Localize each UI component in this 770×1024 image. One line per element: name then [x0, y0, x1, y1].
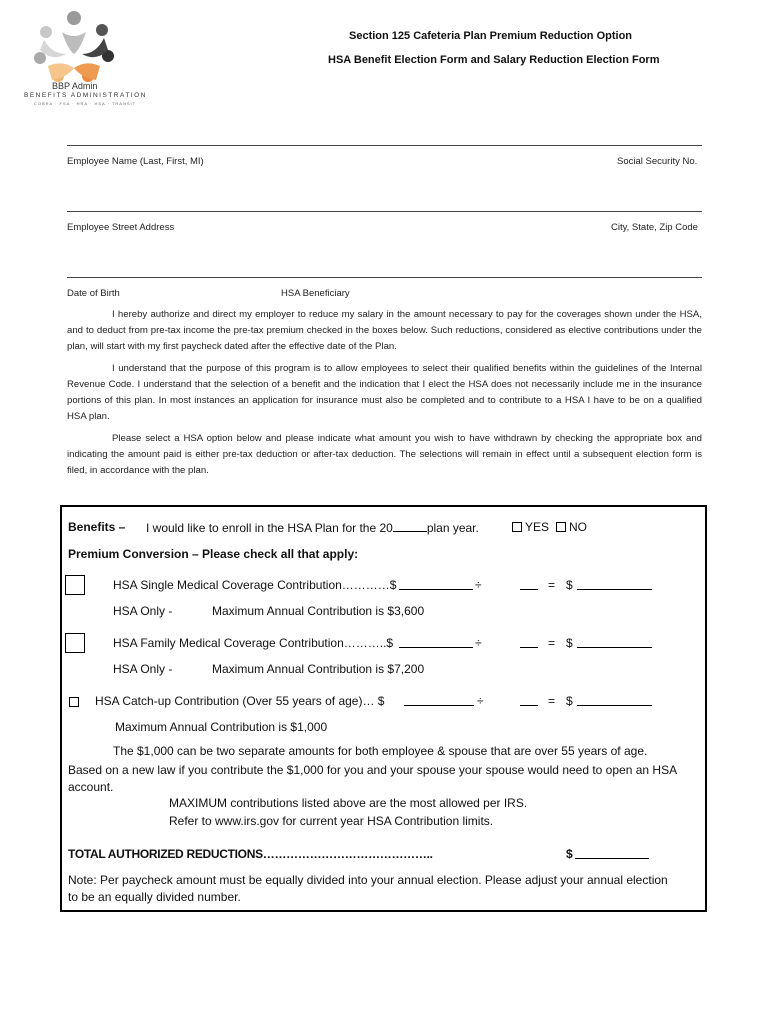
dob-label: Date of Birth	[67, 288, 120, 299]
yes-checkbox[interactable]	[512, 522, 522, 532]
logo-name: BBP Admin	[52, 81, 98, 91]
catchup-max: Maximum Annual Contribution is $1,000	[115, 720, 328, 734]
catchup-result-field[interactable]	[577, 694, 652, 706]
logo-subtitle: BENEFITS ADMINISTRATION	[24, 92, 147, 99]
family-coverage-checkbox[interactable]	[65, 633, 85, 653]
no-checkbox[interactable]	[556, 522, 566, 532]
yes-label: YES	[525, 520, 550, 534]
family-divide: ÷	[475, 636, 482, 650]
paragraph-2: I understand that the purpose of this program is to allow employees to select their qualified benefits within the guidelines of the Internal Revenue Code. I understand that the selection of a benefit and the indication that I elect the HSA does not necessarily include me in the insurance portions of this plan. In most instances an application for insurance must also be completed and to contribute to a HSA I have to be on a qualified HSA plan.	[67, 363, 702, 422]
single-periods-field[interactable]	[520, 578, 538, 590]
form-subtitle: HSA Benefit Election Form and Salary Reduction Election Form	[328, 54, 660, 66]
single-coverage-label: HSA Single Medical Coverage Contribution…………$	[113, 578, 397, 592]
yes-option[interactable]	[512, 520, 549, 534]
catchup-checkbox[interactable]	[69, 697, 79, 707]
enroll-text	[146, 520, 479, 535]
family-max: Maximum Annual Contribution is $7,200	[212, 662, 425, 676]
catchup-label: HSA Catch-up Contribution (Over 55 years of age)… $	[95, 694, 385, 708]
catchup-note-line1: The $1,000 can be two separate amounts for both employee & spouse that are over 55 years of age.	[113, 744, 648, 758]
family-hsa-only: HSA Only -	[113, 662, 173, 676]
irs-note-2: Refer to www.irs.gov for current year HSA Contribution limits.	[169, 814, 494, 828]
no-option[interactable]	[556, 520, 587, 534]
family-amount-field[interactable]	[399, 636, 473, 648]
street-address-label: Employee Street Address	[67, 222, 175, 233]
total-label: TOTAL AUTHORIZED REDUCTIONS……………………………………..	[68, 847, 433, 861]
enroll-suffix: plan year.	[426, 521, 479, 535]
no-label: NO	[569, 520, 587, 534]
single-hsa-only: HSA Only -	[113, 604, 173, 618]
family-periods-field[interactable]	[520, 636, 538, 648]
catchup-note-line2: Based on a new law if you contribute the $1,000 for you and your spouse your spouse would need to open an HSA account.	[68, 763, 677, 794]
catchup-divide: ÷	[477, 694, 484, 708]
single-coverage-checkbox[interactable]	[65, 575, 85, 595]
plan-year-field[interactable]	[393, 520, 427, 532]
benefits-label: Benefits –	[68, 520, 126, 534]
family-result-field[interactable]	[577, 636, 652, 648]
division-note: Note: Per paycheck amount must be equally divided into your annual election. Please adjust your annual election to be an equally divided number.	[68, 873, 668, 904]
single-amount-field[interactable]	[399, 578, 473, 590]
catchup-amount-field[interactable]	[404, 694, 474, 706]
catchup-equals: =	[548, 694, 556, 708]
dob-line[interactable]	[67, 277, 702, 278]
single-result-field[interactable]	[577, 578, 652, 590]
city-state-zip-label: City, State, Zip Code	[611, 222, 698, 233]
authorization-text	[67, 307, 702, 485]
employee-name-label: Employee Name (Last, First, MI)	[67, 156, 204, 167]
family-coverage-label: HSA Family Medical Coverage Contribution………..$	[113, 636, 394, 650]
paragraph-3: Please select a HSA option below and please indicate what amount you wish to have withdrawn by checking the appropriate box and indicating the amount paid is either pre-tax deduction or after-tax deduction. The selections will remain in effect until a subsequent election form is filed, in accordance with the plan.	[67, 433, 702, 476]
family-equals: =	[548, 636, 556, 650]
premium-heading: Premium Conversion – Please check all that apply:	[68, 547, 359, 561]
enroll-prefix: I would like to enroll in the HSA Plan for the 20	[146, 521, 393, 535]
form-title: Section 125 Cafeteria Plan Premium Reduction Option	[349, 30, 633, 42]
single-max: Maximum Annual Contribution is $3,600	[212, 604, 425, 618]
single-equals: =	[548, 578, 556, 592]
family-dollar: $	[566, 636, 573, 650]
total-dollar: $	[566, 847, 573, 861]
catchup-periods-field[interactable]	[520, 694, 538, 706]
paragraph-1: I hereby authorize and direct my employer to reduce my salary in the amount necessary to pay for the coverages shown under the HSA, and to deduct from pre-tax income the pre-tax premium checked in the boxes below. Such reductions, considered as elective contributions under the plan, will start with my first paycheck dated after the effective date of the Plan.	[67, 309, 702, 352]
logo-tagline: COBRA · FSA · HRA · HSA · TRANSIT	[34, 101, 137, 106]
catchup-dollar: $	[566, 694, 573, 708]
beneficiary-label: HSA Beneficiary	[281, 288, 350, 299]
employee-name-line[interactable]	[67, 145, 702, 146]
total-field[interactable]	[575, 847, 649, 859]
ssn-label: Social Security No.	[617, 156, 698, 167]
street-address-line[interactable]	[67, 211, 702, 212]
irs-note-1: MAXIMUM contributions listed above are the most allowed per IRS.	[169, 796, 528, 810]
single-dollar: $	[566, 578, 573, 592]
single-divide: ÷	[475, 578, 482, 592]
